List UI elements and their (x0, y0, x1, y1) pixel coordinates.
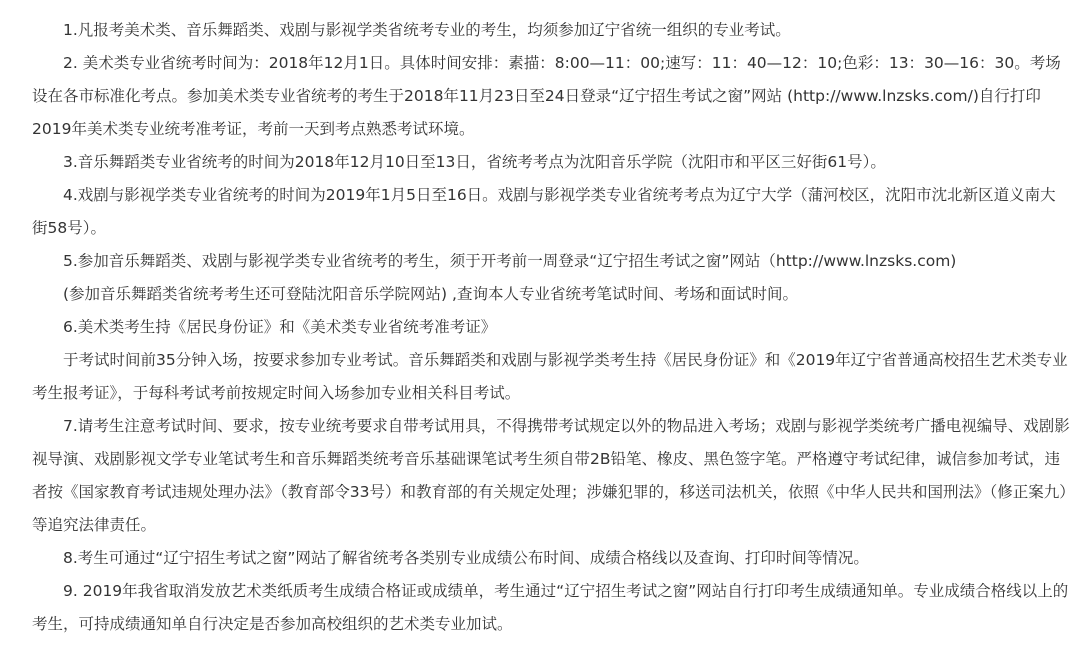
paragraph-4-drama-film-exam: 4.戏剧与影视学类专业省统考的时间为2019年1月5日至16日。戏剧与影视学类专业省统考考点为辽宁大学（蒲河校区，沈阳市沈北新区道义南大街58号）。 (32, 186, 1056, 237)
paragraph-5-continued: (参加音乐舞蹈类省统考考生还可登陆沈阳音乐学院网站) ,查询本人专业省统考笔试时间、考场和面试时间。 (63, 285, 798, 303)
paragraph-8-score-query: 8.考生可通过“辽宁招生考试之窗”网站了解省统考各类别专业成绩公布时间、成绩合格线以及查询、打印时间等情况。 (63, 549, 869, 567)
paragraph-6-documents: 6.美术类考生持《居民身份证》和《美术类专业省统考准考证》 (63, 318, 497, 336)
paragraph-5-login-notice: 5.参加音乐舞蹈类、戏剧与影视学类专业省统考的考生，须于开考前一周登录“辽宁招生考试之窗”网站（http://www.lnzsks.com) (63, 252, 957, 270)
paragraph-2-art-exam-schedule: 2. 美术类专业省统考时间为：2018年12月1日。具体时间安排：素描：8:00—11：00;速写：11：40—12：10;色彩：13：30—16：30。考场设在各市标准化考点。参加美术类专业省统考的考生于2018年11月23日至24日登录“辽宁招生考试之窗”网站 (http://www.lnzsks.com/)自行打印2019年美术类专业统考准考证，考前一天到考点熟悉考试环境。 (32, 54, 1061, 138)
paragraph-9-score-notice: 9. 2019年我省取消发放艺术类纸质考生成绩合格证或成绩单，考生通过“辽宁招生考试之窗”网站自行打印考生成绩通知单。专业成绩合格线以上的考生，可持成绩通知单自行决定是否参加高校组织的艺术类专业加试。 (32, 582, 1069, 633)
paragraph-3-music-dance-exam: 3.音乐舞蹈类专业省统考的时间为2018年12月10日至13日，省统考考点为沈阳音乐学院（沈阳市和平区三好街61号）。 (63, 153, 886, 171)
paragraph-6-continued: 于考试时间前35分钟入场，按要求参加专业考试。音乐舞蹈类和戏剧与影视学类考生持《居民身份证》和《2019年辽宁省普通高校招生艺术类专业考生报考证》，于每科考试考前按规定时间入场参加专业相关科目考试。 (32, 351, 1068, 402)
paragraph-1-art-exam-scope: 1.凡报考美术类、音乐舞蹈类、戏剧与影视学类省统考专业的考生，均须参加辽宁省统一组织的专业考试。 (63, 21, 791, 39)
paragraph-7-exam-rules: 7.请考生注意考试时间、要求，按专业统考要求自带考试用具，不得携带考试规定以外的物品进入考场；戏剧与影视学类统考广播电视编导、戏剧影视导演、戏剧影视文学专业笔试考生和音乐舞蹈类统考音乐基础课笔试考生须自带2B铅笔、橡皮、黑色签字笔。严格遵守考试纪律，诚信参加考试，违者按《国家教育考试违规处理办法》（教育部令33号）和教育部的有关规定处理；涉嫌犯罪的，移送司法机关，依照《中华人民共和国刑法》（修正案九）等追究法律责任。 (32, 417, 1070, 534)
